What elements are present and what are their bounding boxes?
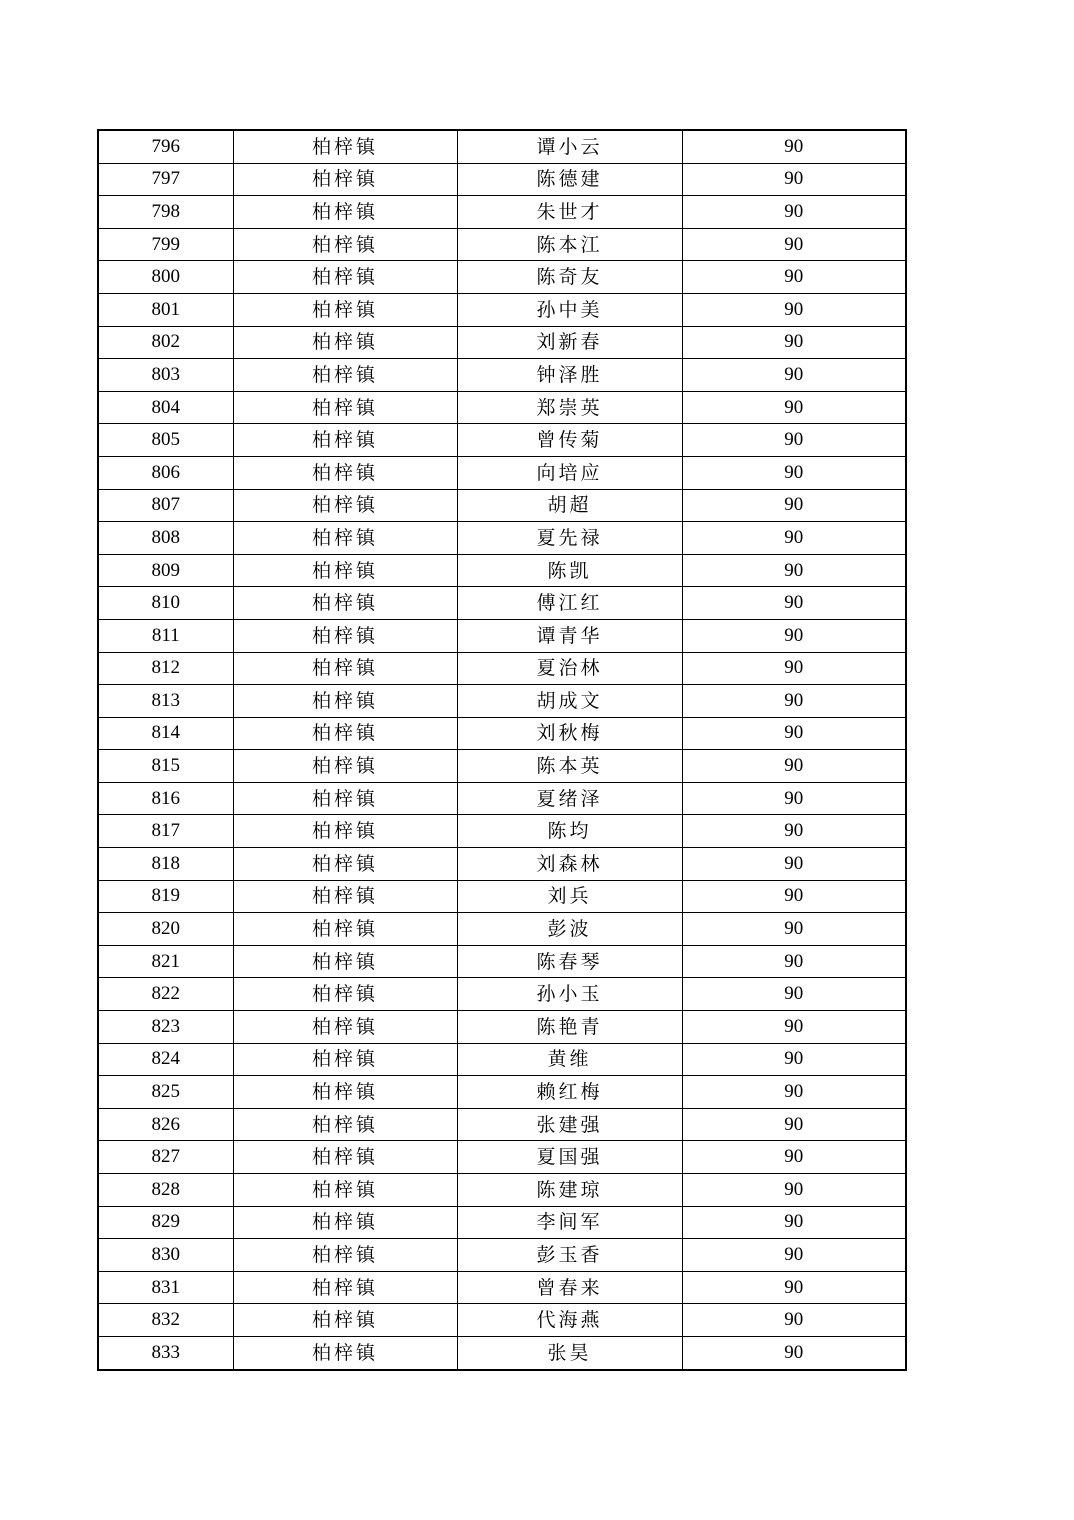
score-cell: 90 bbox=[682, 1108, 906, 1141]
town-cell: 柏梓镇 bbox=[233, 1043, 457, 1076]
score-cell: 90 bbox=[682, 587, 906, 620]
table-row bbox=[98, 1304, 906, 1337]
person-name-cell: 郑崇英 bbox=[457, 391, 682, 424]
person-name-cell: 彭波 bbox=[457, 913, 682, 946]
town-cell: 柏梓镇 bbox=[233, 880, 457, 913]
table-row bbox=[98, 978, 906, 1011]
score-cell: 90 bbox=[682, 1011, 906, 1044]
town-cell: 柏梓镇 bbox=[233, 1174, 457, 1207]
town-cell: 柏梓镇 bbox=[233, 489, 457, 522]
table-row bbox=[98, 1206, 906, 1239]
table-row bbox=[98, 1011, 906, 1044]
serial-number-cell: 831 bbox=[98, 1271, 233, 1304]
town-cell: 柏梓镇 bbox=[233, 1239, 457, 1272]
town-cell: 柏梓镇 bbox=[233, 522, 457, 555]
serial-number-cell: 822 bbox=[98, 978, 233, 1011]
score-cell: 90 bbox=[682, 619, 906, 652]
town-cell: 柏梓镇 bbox=[233, 391, 457, 424]
town-cell: 柏梓镇 bbox=[233, 163, 457, 196]
person-name-cell: 谭小云 bbox=[457, 130, 682, 163]
score-cell: 90 bbox=[682, 1304, 906, 1337]
score-cell: 90 bbox=[682, 293, 906, 326]
serial-number-cell: 796 bbox=[98, 130, 233, 163]
serial-number-cell: 828 bbox=[98, 1174, 233, 1207]
score-cell: 90 bbox=[682, 1043, 906, 1076]
serial-number-cell: 804 bbox=[98, 391, 233, 424]
score-cell: 90 bbox=[682, 1141, 906, 1174]
town-cell: 柏梓镇 bbox=[233, 685, 457, 718]
score-cell: 90 bbox=[682, 228, 906, 261]
person-name-cell: 陈凯 bbox=[457, 554, 682, 587]
serial-number-cell: 817 bbox=[98, 815, 233, 848]
score-cell: 90 bbox=[682, 848, 906, 881]
table-row bbox=[98, 522, 906, 555]
town-cell: 柏梓镇 bbox=[233, 619, 457, 652]
table-row bbox=[98, 587, 906, 620]
score-cell: 90 bbox=[682, 391, 906, 424]
score-cell: 90 bbox=[682, 717, 906, 750]
table-row bbox=[98, 424, 906, 457]
serial-number-cell: 810 bbox=[98, 587, 233, 620]
score-cell: 90 bbox=[682, 130, 906, 163]
score-cell: 90 bbox=[682, 880, 906, 913]
serial-number-cell: 823 bbox=[98, 1011, 233, 1044]
table-row bbox=[98, 1239, 906, 1272]
town-cell: 柏梓镇 bbox=[233, 717, 457, 750]
town-cell: 柏梓镇 bbox=[233, 1076, 457, 1109]
score-cell: 90 bbox=[682, 1239, 906, 1272]
person-name-cell: 陈艳青 bbox=[457, 1011, 682, 1044]
person-name-cell: 代海燕 bbox=[457, 1304, 682, 1337]
serial-number-cell: 806 bbox=[98, 456, 233, 489]
score-cell: 90 bbox=[682, 750, 906, 783]
score-cell: 90 bbox=[682, 1076, 906, 1109]
person-name-cell: 陈均 bbox=[457, 815, 682, 848]
town-cell: 柏梓镇 bbox=[233, 261, 457, 294]
score-cell: 90 bbox=[682, 652, 906, 685]
table-row bbox=[98, 782, 906, 815]
town-cell: 柏梓镇 bbox=[233, 652, 457, 685]
score-cell: 90 bbox=[682, 554, 906, 587]
table-row bbox=[98, 391, 906, 424]
person-name-cell: 胡超 bbox=[457, 489, 682, 522]
person-name-cell: 刘秋梅 bbox=[457, 717, 682, 750]
person-name-cell: 张建强 bbox=[457, 1108, 682, 1141]
serial-number-cell: 826 bbox=[98, 1108, 233, 1141]
person-name-cell: 谭青华 bbox=[457, 619, 682, 652]
town-cell: 柏梓镇 bbox=[233, 587, 457, 620]
serial-number-cell: 797 bbox=[98, 163, 233, 196]
table-row bbox=[98, 228, 906, 261]
score-cell: 90 bbox=[682, 913, 906, 946]
serial-number-cell: 812 bbox=[98, 652, 233, 685]
serial-number-cell: 808 bbox=[98, 522, 233, 555]
table-row bbox=[98, 1076, 906, 1109]
town-cell: 柏梓镇 bbox=[233, 1141, 457, 1174]
person-name-cell: 陈春琴 bbox=[457, 945, 682, 978]
table-row bbox=[98, 652, 906, 685]
serial-number-cell: 816 bbox=[98, 782, 233, 815]
person-name-cell: 胡成文 bbox=[457, 685, 682, 718]
town-cell: 柏梓镇 bbox=[233, 1108, 457, 1141]
person-name-cell: 李间军 bbox=[457, 1206, 682, 1239]
person-name-cell: 曾春来 bbox=[457, 1271, 682, 1304]
roster-table bbox=[97, 129, 907, 1371]
person-name-cell: 陈德建 bbox=[457, 163, 682, 196]
town-cell: 柏梓镇 bbox=[233, 848, 457, 881]
serial-number-cell: 798 bbox=[98, 196, 233, 229]
table-row bbox=[98, 685, 906, 718]
town-cell: 柏梓镇 bbox=[233, 1304, 457, 1337]
score-cell: 90 bbox=[682, 1174, 906, 1207]
town-cell: 柏梓镇 bbox=[233, 456, 457, 489]
table-row bbox=[98, 456, 906, 489]
serial-number-cell: 829 bbox=[98, 1206, 233, 1239]
town-cell: 柏梓镇 bbox=[233, 326, 457, 359]
person-name-cell: 陈奇友 bbox=[457, 261, 682, 294]
table-row bbox=[98, 554, 906, 587]
table-row bbox=[98, 163, 906, 196]
town-cell: 柏梓镇 bbox=[233, 228, 457, 261]
serial-number-cell: 821 bbox=[98, 945, 233, 978]
person-name-cell: 张昊 bbox=[457, 1336, 682, 1369]
town-cell: 柏梓镇 bbox=[233, 782, 457, 815]
score-cell: 90 bbox=[682, 196, 906, 229]
town-cell: 柏梓镇 bbox=[233, 293, 457, 326]
town-cell: 柏梓镇 bbox=[233, 913, 457, 946]
town-cell: 柏梓镇 bbox=[233, 130, 457, 163]
table-row bbox=[98, 1174, 906, 1207]
table-row bbox=[98, 359, 906, 392]
table-row bbox=[98, 1043, 906, 1076]
table-row bbox=[98, 1141, 906, 1174]
person-name-cell: 朱世才 bbox=[457, 196, 682, 229]
person-name-cell: 刘兵 bbox=[457, 880, 682, 913]
serial-number-cell: 802 bbox=[98, 326, 233, 359]
town-cell: 柏梓镇 bbox=[233, 750, 457, 783]
person-name-cell: 向培应 bbox=[457, 456, 682, 489]
person-name-cell: 陈建琼 bbox=[457, 1174, 682, 1207]
score-cell: 90 bbox=[682, 326, 906, 359]
serial-number-cell: 832 bbox=[98, 1304, 233, 1337]
serial-number-cell: 824 bbox=[98, 1043, 233, 1076]
table-row bbox=[98, 750, 906, 783]
town-cell: 柏梓镇 bbox=[233, 1206, 457, 1239]
score-cell: 90 bbox=[682, 456, 906, 489]
serial-number-cell: 813 bbox=[98, 685, 233, 718]
person-name-cell: 夏先禄 bbox=[457, 522, 682, 555]
person-name-cell: 夏国强 bbox=[457, 1141, 682, 1174]
person-name-cell: 曾传菊 bbox=[457, 424, 682, 457]
table-row bbox=[98, 293, 906, 326]
serial-number-cell: 815 bbox=[98, 750, 233, 783]
serial-number-cell: 830 bbox=[98, 1239, 233, 1272]
table-row bbox=[98, 1108, 906, 1141]
table-row bbox=[98, 913, 906, 946]
serial-number-cell: 825 bbox=[98, 1076, 233, 1109]
town-cell: 柏梓镇 bbox=[233, 815, 457, 848]
score-cell: 90 bbox=[682, 945, 906, 978]
score-cell: 90 bbox=[682, 163, 906, 196]
score-cell: 90 bbox=[682, 489, 906, 522]
table-row bbox=[98, 326, 906, 359]
town-cell: 柏梓镇 bbox=[233, 424, 457, 457]
person-name-cell: 夏治林 bbox=[457, 652, 682, 685]
serial-number-cell: 833 bbox=[98, 1336, 233, 1369]
score-cell: 90 bbox=[682, 685, 906, 718]
table-row bbox=[98, 945, 906, 978]
person-name-cell: 刘新春 bbox=[457, 326, 682, 359]
table-row bbox=[98, 1336, 906, 1369]
person-name-cell: 钟泽胜 bbox=[457, 359, 682, 392]
person-name-cell: 傅江红 bbox=[457, 587, 682, 620]
roster-table-body bbox=[98, 130, 906, 1370]
person-name-cell: 赖红梅 bbox=[457, 1076, 682, 1109]
score-cell: 90 bbox=[682, 1271, 906, 1304]
table-row bbox=[98, 880, 906, 913]
town-cell: 柏梓镇 bbox=[233, 359, 457, 392]
serial-number-cell: 809 bbox=[98, 554, 233, 587]
table-row bbox=[98, 619, 906, 652]
person-name-cell: 黄维 bbox=[457, 1043, 682, 1076]
table-row bbox=[98, 1271, 906, 1304]
score-cell: 90 bbox=[682, 1206, 906, 1239]
serial-number-cell: 803 bbox=[98, 359, 233, 392]
serial-number-cell: 819 bbox=[98, 880, 233, 913]
serial-number-cell: 800 bbox=[98, 261, 233, 294]
table-row bbox=[98, 717, 906, 750]
score-cell: 90 bbox=[682, 261, 906, 294]
table-row bbox=[98, 130, 906, 163]
person-name-cell: 刘森林 bbox=[457, 848, 682, 881]
score-cell: 90 bbox=[682, 815, 906, 848]
town-cell: 柏梓镇 bbox=[233, 196, 457, 229]
table-row bbox=[98, 848, 906, 881]
table-row bbox=[98, 815, 906, 848]
town-cell: 柏梓镇 bbox=[233, 1336, 457, 1369]
serial-number-cell: 827 bbox=[98, 1141, 233, 1174]
serial-number-cell: 807 bbox=[98, 489, 233, 522]
person-name-cell: 彭玉香 bbox=[457, 1239, 682, 1272]
score-cell: 90 bbox=[682, 359, 906, 392]
serial-number-cell: 818 bbox=[98, 848, 233, 881]
score-cell: 90 bbox=[682, 424, 906, 457]
serial-number-cell: 820 bbox=[98, 913, 233, 946]
table-row bbox=[98, 489, 906, 522]
town-cell: 柏梓镇 bbox=[233, 945, 457, 978]
person-name-cell: 孙小玉 bbox=[457, 978, 682, 1011]
person-name-cell: 孙中美 bbox=[457, 293, 682, 326]
serial-number-cell: 805 bbox=[98, 424, 233, 457]
serial-number-cell: 799 bbox=[98, 228, 233, 261]
person-name-cell: 夏绪泽 bbox=[457, 782, 682, 815]
table-row bbox=[98, 196, 906, 229]
person-name-cell: 陈本江 bbox=[457, 228, 682, 261]
score-cell: 90 bbox=[682, 978, 906, 1011]
table-row bbox=[98, 261, 906, 294]
town-cell: 柏梓镇 bbox=[233, 1271, 457, 1304]
town-cell: 柏梓镇 bbox=[233, 1011, 457, 1044]
score-cell: 90 bbox=[682, 782, 906, 815]
serial-number-cell: 814 bbox=[98, 717, 233, 750]
serial-number-cell: 801 bbox=[98, 293, 233, 326]
serial-number-cell: 811 bbox=[98, 619, 233, 652]
score-cell: 90 bbox=[682, 1336, 906, 1369]
person-name-cell: 陈本英 bbox=[457, 750, 682, 783]
score-cell: 90 bbox=[682, 522, 906, 555]
town-cell: 柏梓镇 bbox=[233, 978, 457, 1011]
town-cell: 柏梓镇 bbox=[233, 554, 457, 587]
